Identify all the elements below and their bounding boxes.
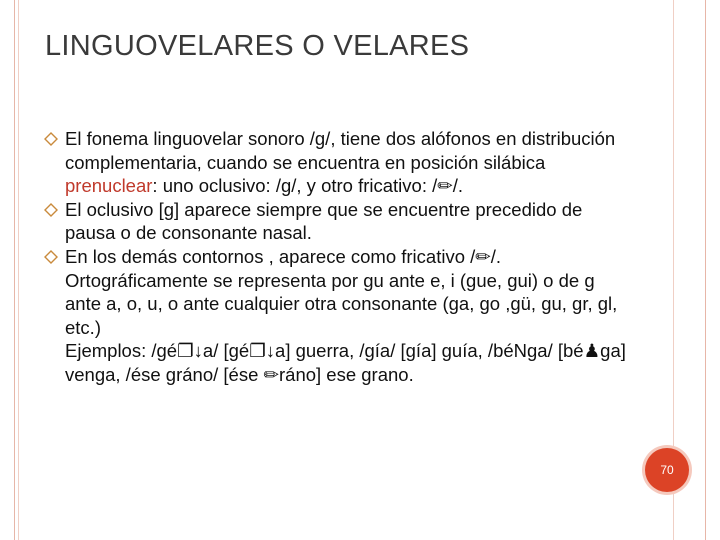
bullet-1-text-end: : uno oclusivo: /g/, y otro fricativo: /✏/.	[152, 175, 464, 197]
slide-body	[44, 127, 634, 387]
diamond-bullet-icon	[44, 203, 58, 217]
bullet-1-highlight: prenuclear	[65, 175, 153, 197]
bullet-2-text: El oclusivo [g] aparece siempre que se encuentre precedido de pausa o de consonante nasal.	[65, 198, 583, 244]
page-number-badge: 70	[645, 448, 689, 492]
slide-title: LINGUOVELARES O VELARES	[45, 30, 470, 62]
diamond-bullet-icon	[44, 132, 58, 146]
bullet-item-3	[44, 245, 634, 387]
bullet-1-text-start: El fonema linguovelar sonoro /g/, tiene dos alófonos en distribución complementaria, cuando se encuentra en posición silábica	[65, 128, 616, 173]
bullet-item-2	[44, 198, 634, 245]
bullet-item-1	[44, 127, 634, 198]
bullet-3-text: En los demás contornos , aparece como fricativo /✏/. Ortográficamente se representa por gu ante e, i (gue, gui) o de g ante a, o, u, o ante cualquier otra consonante (ga, go ,gü, gu, gr, gl, etc.)	[65, 245, 618, 338]
examples-text: Ejemplos: /gé❐↓a/ [gé❐↓a] guerra, /gía/ [gía] guía, /béNga/ [bé♟ga] venga, /ése gráno/ [ése ✏ráno] ese grano.	[65, 340, 626, 385]
diamond-bullet-icon	[44, 250, 58, 264]
